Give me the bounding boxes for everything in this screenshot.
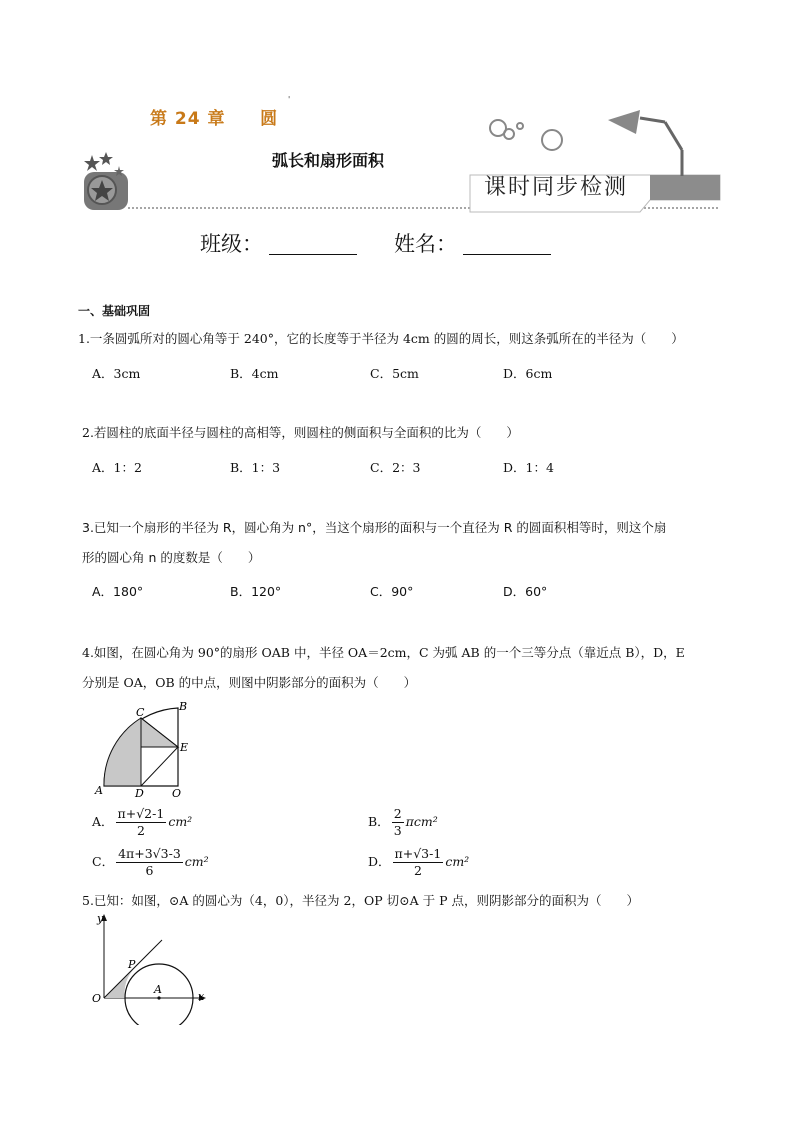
- section-title: 一、基础巩固: [78, 304, 151, 318]
- class-label: 班级：: [200, 232, 263, 256]
- chapter-topic: 圆: [260, 109, 279, 129]
- question-3-stem-line2: 形的圆心角 n 的度数是（ ）: [82, 550, 261, 565]
- circle-tangent-figure: [90, 910, 220, 1025]
- q3-option-a: A．180°: [92, 584, 144, 599]
- name-label: 姓名：: [394, 232, 457, 256]
- label-e: E: [180, 741, 189, 754]
- q2-option-b: B．1：3: [230, 460, 281, 475]
- q3-option-c: C．90°: [370, 584, 414, 599]
- q3-option-d: D．60°: [503, 584, 548, 599]
- q2-option-c: C．2：3: [370, 460, 421, 475]
- label-a: A: [95, 784, 103, 797]
- question-1-stem: 1.一条圆弧所对的圆心角等于 240°，它的长度等于半径为 4cm 的圆的周长，则这条弧所在的半径为（ ）: [78, 331, 684, 346]
- name-field: [394, 228, 551, 258]
- class-field: [200, 228, 357, 258]
- q4-option-a: A． $\frac{\pi+√2-1}{2}$ cm²: [92, 806, 193, 838]
- q4-option-c: C． $\frac{4\pi+3√3-3}{6}$ cm²: [92, 846, 209, 878]
- label-b: B: [179, 700, 188, 713]
- bubbles-icon: [490, 120, 562, 150]
- desk-lamp-icon: [608, 110, 682, 176]
- question-4-stem-line1: 4.如图，在圆心角为 90°的扇形 OAB 中，半径 OA＝2cm，C 为弧 AB 的一个三等分点（靠近点 B），D，E: [82, 645, 685, 660]
- q4-option-d: D． $\frac{\pi+√3-1}{2}$ cm²: [368, 846, 470, 878]
- label-c: C: [136, 706, 145, 719]
- fraction: $\frac{4\pi+3√3-3}{6}$: [118, 846, 181, 878]
- chapter-number: 第 24 章: [150, 109, 226, 129]
- q3-option-b: B．120°: [230, 584, 282, 599]
- chapter-heading: [150, 104, 278, 129]
- q2-option-d: D．1：4: [503, 460, 554, 475]
- lesson-title: 弧长和扇形面积: [272, 151, 385, 170]
- banner-text: 课时同步检测: [484, 175, 629, 200]
- q1-option-b: B．4cm: [230, 366, 279, 381]
- class-blank[interactable]: [269, 234, 357, 255]
- star-badge-icon: [84, 152, 128, 210]
- fraction: $\frac{\pi+√3-1}{2}$: [394, 846, 442, 878]
- fraction: $\frac{2}{3}$: [393, 806, 402, 838]
- q2-option-a: A．1：2: [92, 460, 142, 475]
- label-a: A: [154, 983, 162, 996]
- question-2-stem: 2.若圆柱的底面半径与圆柱的高相等，则圆柱的侧面积与全面积的比为（ ）: [82, 425, 519, 440]
- header-banner-art: [0, 0, 794, 220]
- q4-option-b: B． $\frac{2}{3}$ πcm²: [368, 806, 438, 838]
- label-o: O: [92, 992, 102, 1005]
- label-p: P: [128, 958, 136, 971]
- label-o: O: [172, 787, 182, 798]
- question-4-stem-line2: 分别是 OA，OB 的中点，则图中阴影部分的面积为（ ）: [82, 675, 417, 690]
- label-y: y: [97, 912, 104, 925]
- q1-option-d: D．6cm: [503, 366, 553, 381]
- q1-option-a: A．3cm: [92, 366, 141, 381]
- name-blank[interactable]: [463, 234, 551, 255]
- label-d: D: [135, 787, 144, 798]
- q1-option-c: C．5cm: [370, 366, 419, 381]
- label-x: x: [198, 990, 205, 1003]
- sector-oab-figure: [90, 698, 200, 798]
- svg-text:': ': [288, 95, 291, 104]
- question-3-stem-line1: 3.已知一个扇形的半径为 R，圆心角为 n°，当这个扇形的面积与一个直径为 R 的圆面积相等时，则这个扇: [82, 520, 667, 535]
- fraction: $\frac{\pi+√2-1}{2}$: [117, 806, 165, 838]
- question-5-stem: 5.已知：如图，⊙A 的圆心为（4，0），半径为 2，OP 切⊙A 于 P 点，则阴影部分的面积为（ ）: [82, 893, 639, 908]
